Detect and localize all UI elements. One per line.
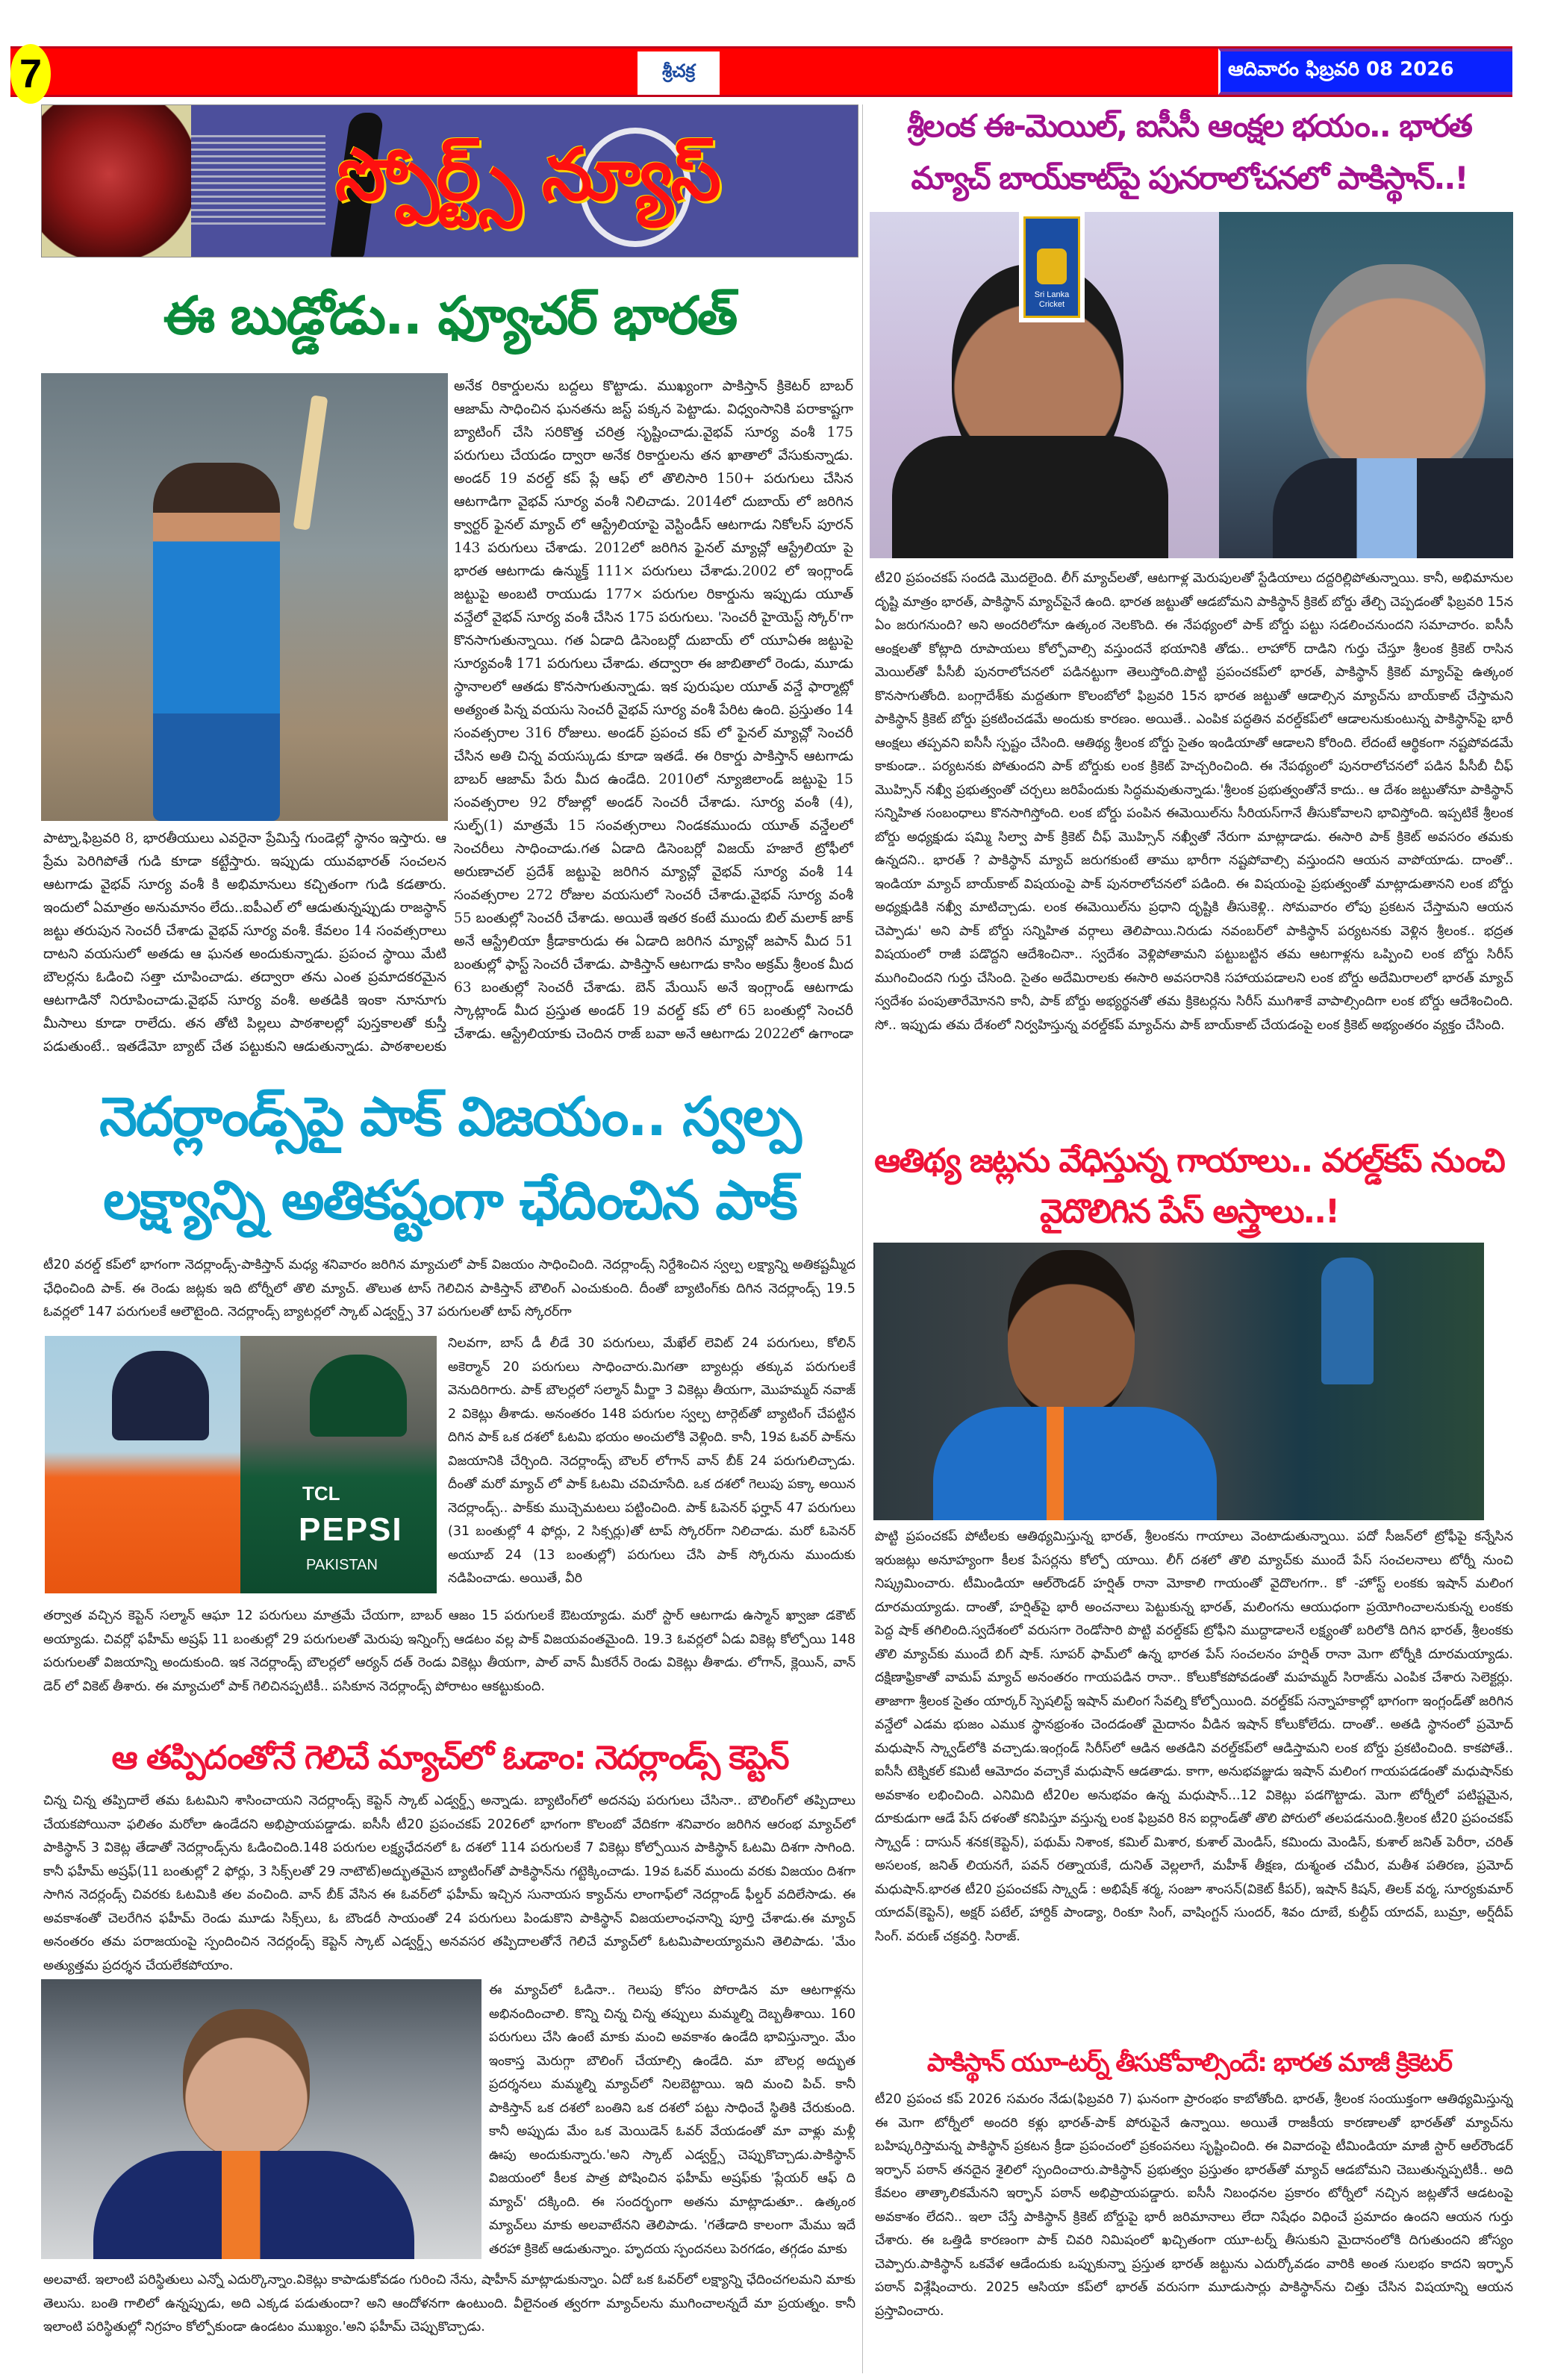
sri-lanka-cricket-logo: [1019, 212, 1085, 322]
uturn-body: టీ20 ప్రపంచ కప్ 2026 సమరం నేడు(ఫిబ్రవరి 7) ఘనంగా ప్రారంభం కాబోతోంది. భారత్, శ్రీలంక సంయుక్తంగా ఆతిథ్యమిస్తున్న ఈ మెగా టోర్నీలో అందరి కళ్లు భారత్-పాక్ పోరుపైనే ఉన్నాయి. అయితే రాజకీయ కారణాలతో భారత్‌తో మ్యాచ్‌ను బహిష్కరిస్తామన్న పాకిస్థాన్ ప్రకటన క్రీడా ప్రపంచంలో ప్రకంపనలు సృష్టించింది. ఈ వివాదంపై టీమిండియా మాజీ స్టార్ ఆల్‌రౌండర్ ఇర్ఫాన్ పఠాన్ తనదైన శైలిలో స్పందించారు.పాకిస్థాన్ ప్రభుత్వం ప్రస్తుతం భారత్‌తో మ్యాచ్ ఆడబోమని చెబుతున్నప్పటికీ.. అది కేవలం తాత్కాలికమేనని ఇర్ఫాన్ పఠాన్ అభిప్రాయపడ్డారు. ఐసీసీ నిబంధనల ప్రకారం టోర్నీలో నచ్చిన జట్లతోనే ఆడటంపై అవకాశం లేదని.. ఇలా చేస్తే పాకిస్థాన్ క్రికెట్ బోర్డుపై భారీ జరిమానాలు లేదా నిషేధం విధించే ప్రమాదం ఉందని ఆయన గుర్తు చేశారు. ఈ ఒత్తిడి కారణంగా పాక్ చివరి నిమిషంలో ఖచ్చితంగా యూ-టర్న్ తీసుకుని మైదానంలోకి దిగుతుందని జోస్యం చెప్పారు.పాకిస్థాన్ ఒకవేళ ఆడేందుకు ఒప్పుకున్నా ప్రస్తుత భారత్ జట్టును ఎదుర్కోవడం వారికి అంత సులభం కాదని ఇర్ఫాన్ పఠాన్ విశ్లేషించారు. 2025 ఆసియా కప్‌లో భారత్ వరుసగా మూడుసార్లు పాకిస్థాన్‌ను చిత్తు చేసిన విషయాన్ని ఆయన ప్రస్తావించారు.: [875, 2092, 1513, 2319]
nedpak-side-text: నిలవగా, బాస్ డీ లీడే 30 పరుగులు, మేఖేల్ లెవిట్ 24 పరుగులు, కోలిన్ అకెర్మాన్ 20 పరుగులు సాధించారు.మిగతా బ్యాటర్లు తక్కువ పరుగులకే వెనుదిరిగారు. పాక్ బౌలర్లలో సల్మాన్ మీర్జా 3 వికెట్లు తీయగా, మొహమ్మద్ నవాజ్ 2 వికెట్లు తీశాడు. అనంతరం 148 పరుగుల స్వల్ప టార్గెట్‌తో బ్యాటింగ్ చేపట్టిన దిగిన పాక్ ఒక దశలో ఓటమి భయం అంచులోకి వెళ్లింది. కానీ, 19వ ఓవర్ పాక్‌ను విజయానికి చేర్చింది. నెదర్లాండ్స్ బౌలర్ లోగాన్ వాన్ బీక్ 24 పరుగులిచ్చాడు. దీంతో మరో మ్యాచ్ లో పాక్ ఓటమి చవిచూసేది. ఒక దశలో గెలుపు పక్కా అయిన నెదర్లాండ్స్.. పాక్‌కు ముచ్చెమటలు పట్టించింది. పాక్ ఓపెనర్ ఫర్హాన్ 47 పరుగులు (31 బంతుల్లో 4 ఫోర్లు, 2 సిక్సర్లు)తో టాప్ స్కోరర్‌గా నిలిచాడు. మరో ఓపెనర్ అయూబ్ 24 (13 బంతుల్లో) పరుగులు చేసి పాక్ స్కోరును ముందుకు నడిపించాడు. అయితే, వీరి: [448, 1336, 855, 1586]
prodigy-body-right: అనేక రికార్డులను బద్దలు కొట్టాడు. ముఖ్యంగా పాకిస్తాన్ క్రికెటర్ బాబర్ ఆజామ్ సాధించిన ఘనతను జస్ట్ పక్కన పెట్టాడు. విధ్వంసానికి పరాకాష్టగా బ్యాటింగ్ చేసి సరికొత్త చరిత్ర సృష్టించాడు.వైభవ్ సూర్య వంశీ 175 పరుగులు చేయడం ద్వారా అనేక రికార్డులను తన ఖాతాలో వేసుకున్నాడు. అండర్ 19 వరల్డ్ కప్ ప్లే ఆఫ్ లో తొలిసారి 150+ పరుగులు చేసిన ఆటగాడిగా వైభవ్ సూర్య వంశీ నిలిచాడు. 2014లో దుబాయ్ లో జరిగిన క్వార్టర్ ఫైనల్ మ్యాచ్ లో ఆస్ట్రేలియాపై వెస్టిండీస్ ఆటగాడు నికోలస్ పూరన్ 143 పరుగులు చేశాడు. 2012లో జరిగిన ఫైనల్ మ్యాచ్లో ఆస్ట్రేలియా పై భారత ఆటగాడు ఉన్ముక్త్ 111× పరుగులు చేశాడు.2002 లో ఇంగ్లాండ్ జట్టుపై అంబటి రాయుడు 177× పరుగుల రికార్డును ఇప్పుడు యూత్ వన్డేలో వైభవ్ సూర్య వంశీ చేసిన 175 పరుగులు. 'సెంచరీ హైయెస్ట్ స్కోర్'గా కొనసాగుతున్నాయి. గత ఏడాది డిసెంబర్లో దుబాయ్ లో యూఏఈ జట్టుపై సూర్యవంశీ 171 పరుగులు చేశాడు. తద్వారా ఈ జాబితాలో రెండు, మూడు స్థానాలలో ఆతడు కొనసాగుతున్నాడు. ఇక పురుషుల యూత్ వన్డే ఫార్మాట్లో అత్యంత పిన్న వయసు సెంచరీ వైభవ్ సూర్య వంశీ పేరిట ఉంది. ప్రస్తుతం 14 సంవత్సరాల 316 రోజులు. అండర్ ప్రపంచ కప్ లో ఫైనల్ మ్యాచ్లో సెంచరీ చేసిన అతి చిన్న వయస్కుడు కూడా ఇతడే. ఈ రికార్డు పాకిస్తాన్ ఆటగాడు బాబర్ ఆజామ్ పేరు మీద ఉండేది. 2010లో న్యూజిలాండ్ జట్టుపై 15 సంవత్సరాల 92 రోజుల్లో అండర్ సెంచరీ చేశాడు. సూర్య వంశీ (4), సుల్ఫ్(1) మాత్రమే 15 సంవత్సరాలు నిండకముందు యూత్ వన్డేలలో సెంచరీలు సాధించాడు.గత ఏడాది డిసెంబర్లో విజయ్ హజారే ట్రోఫీలో అరుణాచల్ ప్రదేశ్ జట్టుపై జరిగిన మ్యాచ్లో వైభవ్ సూర్య వంశీ 14 సంవత్సరాల 272 రోజుల వయసులో సెంచరీ చేశాడు.వైభవ్ సూర్య వంశీ 55 బంతుల్లో సెంచరీ చేశాడు. అయితే ఇతర కంటే ముందు బిల్ మలాక్ జాక్ అనే ఆస్ట్రేలియా క్రీడాకారుడు ఈ ఏడాది జరిగిన మ్యాచ్లో జపాన్ మీద 51 బంతుల్లో ఫాస్ట్ సెంచరీ చేశాడు. పాకిస్తాన్ ఆటగాడు కాసిం అక్రమ్ శ్రీలంక మీద 63 బంతుల్లో సెంచరీ చేశాడు. బెన్ మేయిస్ అనే ఇంగ్లాండ్ ఆటగాడు స్కాట్లాండ్ మీద ప్రస్తుత అండర్ 19 వరల్డ్ కప్ లో 65 బంతుల్లో సెంచరీ చేశాడు. ఆస్ట్రేలియాకు చెందిన రాజ్ బవా అనే ఆటగాడు 2022లో ఉగాండా: [454, 378, 853, 1042]
headline-injuries[interactable]: ఆతిథ్య జట్లను వేధిస్తున్న గాయాలు.. వరల్డ్‌కప్ నుంచి వైదొలిగిన పేస్ అస్త్రాలు..!: [874, 1142, 1504, 1231]
nedpak-bottom-text: తర్వాత వచ్చిన కెప్టెన్ సల్మాన్ ఆఘా 12 పరుగులు మాత్రమే చేయగా, బాబర్ ఆజం 15 పరుగులకే ఔటయ్యాడు. మరో స్టార్ ఆటగాడు ఉస్మాన్ ఖ్వాజా డకౌట్ అయ్యాడు. చివర్లో ఫహీమ్ అష్రఫ్ 11 బంతుల్లో 29 పరుగులతో మెరుపు ఇన్నింగ్స్ ఆడటం వల్ల పాక్ విజయవంతమైంది. 19.3 ఓవర్లలో ఏడు వికెట్ల కోల్పోయి 148 పరుగులతో విజయాన్ని అందుకుంది. ఇక నెదర్లాండ్స్ బౌలర్లలో ఆర్యన్ దత్ రెండు వికెట్లు తీయగా, పాల్ వాన్ మీకరేన్ రెండు వికెట్లు తీశాడు. లోగాన్, క్లెయిన్, వాన్ డెర్ లో వికెట్ తీశారు. ఈ మ్యాచులో పాక్ గెలిచినప్పటికీ.. పసికూన నెదర్లాండ్స్ పోరాటం ఆకట్టుకుంది.: [43, 1608, 855, 1694]
headline-nedpak[interactable]: నెదర్లాండ్స్‌పై పాక్ విజయం.. స్వల్ప లక్ష్యాన్ని అతికష్టంగా ఛేదించిన పాక్: [99, 1085, 800, 1231]
cricket-ball-icon: [42, 105, 191, 257]
captain-body-bottom: అలవాటే. ఇలాంటి పరిస్థితులు ఎన్నో ఎదుర్కొన్నాం.వికెట్లు కాపాడుకోవడం గురించి నేను, షాహీన్ మాట్లాడుకున్నాం. ఏదో ఒక ఓవర్‌లో లక్ష్యాన్ని ఛేదించగలమని మాకు తెలుసు. బంతి గాలిలో ఉన్నప్పుడు, అది ఎక్కడ పడుతుందా? అని ఆందోళనగా ఉంటుంది. వీలైనంత త్వరగా మ్యాచ్‌లను ముగించాలన్నదే మా ప్రయత్నం. కానీ ఇలాంటి పరిస్థితుల్లో నిగ్రహం కోల్పోకుండా ఉండటం ముఖ్యం.'అని ఫహీమ్ చెప్పుకొచ్చాడు.: [43, 2273, 855, 2334]
nedpak-intro: టీ20 వరల్డ్ కప్‌లో భాగంగా నెదర్లాండ్స్-పాకిస్తాన్ మధ్య శనివారం జరిగిన మ్యాచులో పాక్ విజయం సాధించింది. నెదర్లాండ్స్ నిర్దేశించిన స్వల్ప లక్ష్యాన్ని అతికష్టమ్మీద ఛేధించింది పాక్. ఈ రెండు జట్లకు ఇది టోర్నీలో తొలి మ్యాచ్. తొలుత టాస్ గెలిచిన పాకిస్తాన్ బౌలింగ్ ఎంచుకుంది. దీంతో బ్యాటింగ్‌కు దిగిన నెదర్లాండ్స్ 19.5 ఓవర్లలో 147 పరుగులకే ఆలౌటైంది. నెదర్లాండ్స్ బ్యాటర్లలో స్కాట్ ఎడ్వర్డ్స్ 37 పరుగులతో టాప్ స్కోరర్‌గా: [43, 1258, 855, 1319]
cricket-bat-shape: [293, 395, 328, 530]
jersey-team-name: PAKISTAN: [306, 1557, 378, 1573]
logo-caption: Sri Lanka Cricket: [1034, 290, 1070, 309]
netherlands-helmet: [112, 1351, 209, 1440]
jersey-sponsor-2: PEPSI: [299, 1511, 403, 1548]
headline-prodigy[interactable]: ఈ బుడ్డోడు.. ఫ్యూచర్ భారత్: [163, 285, 737, 346]
captain-body-top: చిన్న చిన్న తప్పిదాలే తమ ఓటమిని శాసించాయని నెదర్లాండ్స్ కెప్టెన్ స్కాట్ ఎడ్వర్డ్స్ అన్నాడు. బ్యాటింగ్‌లో అదనపు పరుగులు చేసినా.. బౌలింగ్‌లో తప్పిదాలు చేయకపోయినా ఫలితం మరోలా ఉండేదని అభిప్రాయపడ్డాడు. ఐసీసీ టీ20 ప్రపంచకప్ 2026లో భాగంగా కొలంబో వేదికగా శనివారం జరిగిన ఆరంభ మ్యాచ్‌లో పాకిస్థాన్ 3 వికెట్ల తేడాతో నెదర్లాండ్స్‌ను ఓడించింది.148 పరుగుల లక్ష్యఛేదనలో ఓ దశలో 114 పరుగులకే 7 వికెట్లు కోల్పోయిన పాకిస్థాన్ ఓటమి దిశగా సాగింది. కానీ ఫహీమ్ అష్రఫ్(11 బంతుల్లో 2 ఫోర్లు, 3 సిక్స్‌లతో 29 నాటౌట్)అద్భుతమైన బ్యాటింగ్‌తో పాకిస్థాన్‌ను గట్టెక్కించాడు. 19వ ఓవర్ ముందు వరకు విజయం దిశగా సాగిన నెదర్లండ్స్ చివరకు ఓటమికి తల వంచింది. వాన్ బీక్ వేసిన ఈ ఓవర్‌లో ఫహీమ్ ఇచ్చిన సునాయస క్యాచ్‌ను లాంగాఫ్‌లో నెదర్లాండ్ ఫీల్డర్ వదిలేసాడు. ఈ అవకాశంతో చెలరేగిన ఫహీమ్ రెండు మూడు సిక్స్‌లు, ఓ బౌండరీ సాయంతో 24 పరుగులు పిండుకొని పాకిస్థాన్ విజయలాంఛనాన్ని పూర్తి చేశాడు.ఈ మ్యాచ్ అనంతరం తమ పరాజయంపై స్పందించిన నెదర్లండ్స్ కెప్టెన్ స్కాట్ ఎడ్వర్డ్స్ అనవసర తప్పిదాలతోనే గెలిచే మ్యాచ్‌లో ఓటమిపాలయ్యామని తెలిపాడు. 'మేం అత్యుత్తమ ప్రదర్శన చేయలేకపోయాం.: [43, 1793, 855, 1973]
pace-bowler-photo[interactable]: [873, 1243, 1484, 1520]
headline-captain[interactable]: ఆ తప్పిదంతోనే గెలిచే మ్యాచ్‌లో ఓడాం: నెదర్లాండ్స్ కెప్టెన్: [111, 1739, 788, 1777]
newspaper-logo[interactable]: శ్రీచక్ర: [638, 51, 720, 95]
nedpak-players-photo[interactable]: [45, 1336, 437, 1593]
jersey-sponsor-1: TCL: [302, 1482, 340, 1505]
section-title: స్పోర్ట్స్ న్యూస్: [335, 133, 719, 216]
masthead: [10, 46, 1512, 97]
pakistan-helmet: [310, 1355, 407, 1437]
page-number-badge: 7: [10, 44, 51, 104]
headline-uturn[interactable]: పాకిస్థాన్ యూ-టర్న్ తీసుకోవాల్సిందే: భారత మాజీ క్రికెటర్: [926, 2048, 1452, 2078]
prodigy-body-left: పాట్నా,ఫిబ్రవరి 8, భారతీయులు ఎవరైనా ప్రేమిస్తే గుండెల్లో స్థానం ఇస్తారు. ఆ ప్రేమ పెరిగిపోతే గుడి కూడా కట్టేస్తారు. ఇప్పుడు యువభారత్ సంచలన ఆటగాడు వైభవ్ సూర్య వంశీ కి అభిమానులు కచ్చితంగా గుడి కడతారు. ఇందులో ఏమాత్రం అనుమానం లేదు..ఐపీఎల్ లో ఆడుతున్నప్పుడు రాజస్థాన్ జట్టు తరుపున సెంచరీ చేశాడు వైభవ్ సూర్య వంశీ. కేవలం 14 సంవత్సరాలు దాటని వయసులో అతడు ఆ ఘనత అందుకున్నాడు. ప్రపంచ స్థాయి మేటి బౌలర్లను ఓడించి సత్తా చూపించాడు. తద్వారా తను ఎంత ప్రమాదకరమైన ఆటగాడినో నిరూపించాడు.వైభవ్ సూర్య వంశీ. అతడికి ఇంకా నూనూగు మీసాలు కూడా రాలేదు. తన తోటి పిల్లలు పాఠశాలల్లో పుస్తకాలతో కుస్తీ పడుతుంటే.. ఇతడేమో బ్యాట్ చేత పట్టుకుని ఆడుతున్నాడు. పాఠశాలలకు: [43, 831, 446, 1055]
injuries-body: పొట్టి ప్రపంచకప్ పోటీలకు ఆతిథ్యమిస్తున్న భారత్, శ్రీలంకను గాయాలు వెంటాడుతున్నాయి. పదో సీజన్‌లో ట్రోఫీపై కన్నేసిన ఇరుజట్లు అనూహ్యంగా కీలక పేసర్లను కోల్పో యాయి. లీగ్ దశలో తొలి మ్యాచ్‌కు ముందే పేస్ సంచలనాలు టోర్నీ నుంచి నిష్క్రమించారు. టీమిండియా ఆల్‌రౌండర్ హర్షిత్ రానా మోకాలి గాయంతో వైదొలగగా.. కో -హోస్ట్ లంకకు ఇషాన్ మలింగ దూరమయ్యాడు. దాంతో, హర్షిత్‌పై భారీ అంచనాలు పెట్టుకున్న భారత్, మలింగను ఆయుధంగా ప్రయోగించాలనుకున్న లంకకు పెద్ద షాక్ తగిలింది.స్వదేశంలో వరుసగా రెండోసారి పొట్టి వరల్డ్‌కప్ ట్రోఫీని ముద్దాడాలనే లక్ష్యంతో బరిలోకి దిగిన భారత్, శ్రీలంకకు తొలి మ్యాచ్‌కు ముందే బిగ్ షాక్. సూపర్ ఫామ్‌లో ఉన్న భారత పేస్ సంచలనం హర్షిత్ రానా మెగా టోర్నీకి దూరమయ్యాడు. దక్షిణాఫ్రికాతో వామప్ మ్యాచ్ అనంతరం గాయపడిన రానా.. కోలుకోకపోవడంతో మహమ్మద్ సిరాజ్‌ను ఎంపిక చేశారు సెలెక్టర్లు. తాజాగా శ్రీలంక సైతం యార్కర్ స్పెషలిస్ట్ ఇషాన్ మలింగ సేవల్ని కోల్పోయింది. వరల్డ్‌కప్ సన్నాహకాల్లో భాగంగా ఇంగ్లండ్‌తో జరిగిన వన్డేలో ఎడమ భుజం ఎముక స్థానభ్రంశం చెందడంతో మైదానం వీడిన ఇషాన్ కోలుకోలేదు. దాంతో.. అతడి స్థానంలో ప్రమోద్ మధుషాన్ స్క్వాడ్‌లోకి వచ్చాడు.ఇంగ్లండ్ సిరీస్‌లో ఆడిన అతడిని వరల్డ్‌కప్‌లో ఆడిస్తామని లంక బోర్డు ప్రకటించింది. కాకపోతే.. ఐసీసీ టెక్నికల్ కమిటీ ఆమోదం వచ్చాకే మధుషాన్ ఆడతాడు. కాగా, అనుభవజ్ఞుడు ఇషాన్ మలింగ గాయపడడంతో మధుషాన్‌కు అవకాశం లభించింది. ఎనిమిది టీ20ల అనుభవం ఉన్న మధుషాన్...12 వికెట్లు పడగొట్టాడు. మెగా టోర్నీలో పటిష్టమైన, దూకుడుగా ఆడే పేస్ దళంతో కనిపిస్తూ వస్తున్న లంక ఫిబ్రవరి 8న ఐర్లాండ్‌తో తొలి పోరులో తలపడనుంది.శ్రీలంక టీ20 ప్రపంచకప్ స్క్వాడ్ : దాసున్ శనక(కెప్టెన్), పథుమ్ నిశాంక, కమిల్ మిశార, కుశాల్ మెండిస్, కమిందు మెండిస్, కుశాల్ జనిత్ పెరీరా, చరిత్ అసలంక, జనిత్ లియనగే, పవన్ రత్నాయకే, దునిత్ వెల్లలాగే, మహీశ్ తీక్షణ, దుశ్మంత చమీర, మతీశ పతిరణ, ప్రమోద్ మధుషాన్.భారత టీ20 ప్రపంచకప్ స్క్వాడ్ : అభిషేక్ శర్మ, సంజూ శాంసన్(వికెట్ కీపర్), ఇషాన్ కిషన్, తిలక్ వర్మ, సూర్యకుమార్ యాదవ్(కెప్టెన్), అక్షర్ పటేల్, హార్దిక్ పాండ్యా, రింకూ సింగ్, వాషింగ్టన్ సుందర్, శివం దూబే, కుల్దీప్ యాదవ్, బుమ్రా, అర్ష్‌దీప్ సింగ్. వరుణ్ చక్రవర్తి. సిరాజ్.: [875, 1529, 1513, 1944]
headline-boycott[interactable]: శ్రీలంక ఈ-మెయిల్, ఐసీసీ ఆంక్షల భయం.. భారత మ్యాచ్ బాయ్‌కాట్‌పై పునరాలోచనలో పాకిస్థాన్..!: [907, 107, 1471, 196]
sri-lanka-player-figure: [1321, 1258, 1374, 1384]
batter-celebrating-photo[interactable]: [41, 373, 448, 821]
column-divider: [862, 104, 863, 2373]
edition-date: ఆదివారం ఫిబ్రవరి 08 2026: [1218, 49, 1512, 95]
player-figure: [153, 463, 280, 821]
official-portrait-right: [1306, 264, 1486, 488]
netherlands-captain-photo[interactable]: [41, 1979, 481, 2259]
cricket-officials-photo[interactable]: [870, 212, 1513, 558]
lion-emblem-icon: [1037, 249, 1067, 284]
captain-body-side: ఈ మ్యాచ్‌లో ఓడినా.. గెలుపు కోసం పోరాడిన మా ఆటగాళ్లను అభినందించాలి. కొన్ని చిన్న చిన్న తప్పులు మమ్మల్ని దెబ్బతీశాయి. 160 పరుగులు చేసి ఉంటే మాకు మంచి అవకాశం ఉండేది భావిస్తున్నాం. మేం ఇంకాస్త మెరుగ్గా బౌలింగ్ చేయాల్సి ఉండేది. మా బౌలర్ల అద్భుత ప్రదర్శనలు మమ్మల్ని మ్యాచ్‌లో నిలబెట్టాయి. ఇది మంచి పిచ్. కానీ పాకిస్తాన్ ఒక దశలో బంతిని ఒక దశలో పట్టు సాధించే స్థితికి చేరుకుంది. కానీ అప్పుడు మేం ఒక మెయిడెన్ ఓవర్ వేయడంతో మా వాళ్లు మళ్లీ ఊపు అందుకున్నారు.'అని స్కాట్ ఎడ్వర్డ్స్ చెప్పుకొచ్చాడు.పాకిస్థాన్ విజయంలో కీలక పాత్ర పోషించిన ఫహీమ్ అష్రఫ్‌కు 'ప్లేయర్ ఆఫ్ ది మ్యాచ్' దక్కింది. ఈ సందర్భంగా అతను మాట్లాడుతూ.. ఉత్కంఠ మ్యాచ్‌లు మాకు అలవాటేనని తెలిపాడు. 'గతేడాది కాలంగా మేము ఇదే తరహా క్రికెట్ ఆడుతున్నాం. హృదయ స్పందనలు పెరగడం, తగ్గడం మాకు: [489, 1983, 855, 2257]
boycott-body: టీ20 ప్రపంచకప్ సందడి మొదలైంది. లీగ్ మ్యాచ్‌లతో, ఆటగాళ్ల మెరుపులతో స్టేడియాలు దద్దరిల్లిపోతున్నాయి. కానీ, అభిమానుల దృష్టి మాత్రం భారత్, పాకిస్థాన్ మ్యాచ్‌పైనే ఉంది. భారత జట్టుతో ఆడబోమని పాకిస్థాన్ క్రికెట్ బోర్డు తేల్చి చెప్పడంతో ఫిబ్రవరి 15న ఏం జరుగనుంది? అని అందరిలోనూ ఉత్కంఠ నెలకొంది. ఈ నేపథ్యంలో పాక్ బోర్డు పట్టు సడలించనుందని సమాచారం. ఐసీసీ ఆంక్షలతో కోట్లాది రూపాయలు కోల్పోవాల్సి వస్తుందనే భయానికి తోడు.. లాహోర్ దాడిని గుర్తు చేస్తూ శ్రీలంక క్రికెట్ రాసిన మెయిల్‌తో పీసీబీ పునరాలోచనలో పడినట్టుగా తెలుస్తోంది.పొట్టి ప్రపంచకప్‌లో భారత్, పాకిస్థాన్ క్రికెట్ మ్యాచ్‌పై ఉత్కంఠ కొనసాగుతోంది. బంగ్లాదేశ్‌కు మద్దతుగా కొలంబోలో ఫిబ్రవరి 15న భారత జట్టుతో ఆడాల్సిన మ్యాచ్‌ను బాయ్‌కాట్ చేస్తామని పాకిస్థాన్ క్రికెట్ బోర్డు ప్రకటించడమే అందుకు కారణం. అయితే.. ఎంపిక పద్ధతిన వరల్డ్‌కప్‌లో ఆడాలనుకుంటున్న పాకిస్థాన్‌పై భారీ ఆంక్షలు తప్పవని ఐసీసీ స్పష్టం చేసింది. ఆతిథ్య శ్రీలంక బోర్డు సైతం ఇండియాతో ఆడాలని కోరింది. లేదంటే ఆర్థికంగా నష్టపోవడమే కాకుండా.. పర్యటనకు పోతుందని పాక్ బోర్డుకు లంక క్రికెట్ హెచ్చరించింది. ఈ నేపథ్యంలో పునరాలోచనలో పడిన పీసీబీ చీఫ్ మొహ్సిన్ నఖ్వీ ప్రభుత్వంతో చర్చలు జరిపేందుకు సిద్ధమవుతున్నాడు.'శ్రీలంక ప్రభుత్వంతోనే కాదు.. ఆ దేశం జట్టుతోనూ పాకిస్థాన్ సన్నిహిత సంబంధాలు కొనసాగిస్తోంది. లంక బోర్డు పంపిన ఈమెయిల్‌ను సీరియస్‌గానే తీసుకోవాలని భావిస్తోంది. ఇప్పటికే శ్రీలంక బోర్డు అధ్యక్షుడు షమ్మి సిల్వా పాక్ క్రికెట్ చీఫ్ మొహ్సిన్ నఖ్వీతో నేరుగా మాట్లాడాడు. ఈసారి పాక్ క్రికెట్ అవసరం తమకు ఉన్నదని.. భారత్ ? పాకిస్థాన్ మ్యాచ్ జరుగకుంటే తాము భారీగా నష్టపోవాల్సి వస్తుందని ఆయన వాపోయాడు. దాంతో.. ఇండియా మ్యాచ్ బాయ్‌కాట్ విషయంపై పాక్ పునరాలోచనలో పడింది. ఈ విషయంపై ప్రభుత్వంతో మాట్లాడుతానని లంక బోర్డు అధ్యక్షుడికి నఖ్వీ మాటిచ్చాడు. లంక ఈమెయిల్‌ను ప్రధాని దృష్టికి తీసుకెళ్లి.. సోమవారం లోపు ప్రకటన చేస్తామని ఆయన చెప్పాడు' అని పాక్ బోర్డు సన్నిహిత వర్గాలు తెలిపాయి.నిరుడు నవంబర్‌లో పాకిస్థాన్ పర్యటనకు వెళ్లిన శ్రీలంక.. భద్రత విషయంలో రాజీ పడొద్దని ఆదేశించినా.. స్వదేశం వెళ్లిపోతామని పట్టుబట్టిన తమ ఆటగాళ్లను ఒప్పించి లంక బోర్డు సిరీస్ ముగించిందని గుర్తు చేసింది. సైతం అదేమిరాలకు ఈసారి అవసరానికి సహాయపడాలని లంక బోర్డు అదేమిరాలలో భారత్ మ్యాచ్ స్వదేశం పంపుతారేమోనని కానీ, పాక్ బోర్డు అభ్యర్థనతో తమ క్రికెటర్లను సిరీస్ ముగిశాకే వాపాల్సిందిగా లంక బోర్డు ఆదేశించింది. సో.. ఇప్పుడు తమ దేశంలో నిర్వహిస్తున్న వరల్డ్‌కప్ మ్యాచ్‌ను పాక్ బాయ్‌కాట్ చేయడంపై లంక క్రికెట్ అభ్యంతరం వ్యక్తం చేసింది.: [875, 571, 1513, 1033]
sports-news-banner: [41, 104, 858, 257]
